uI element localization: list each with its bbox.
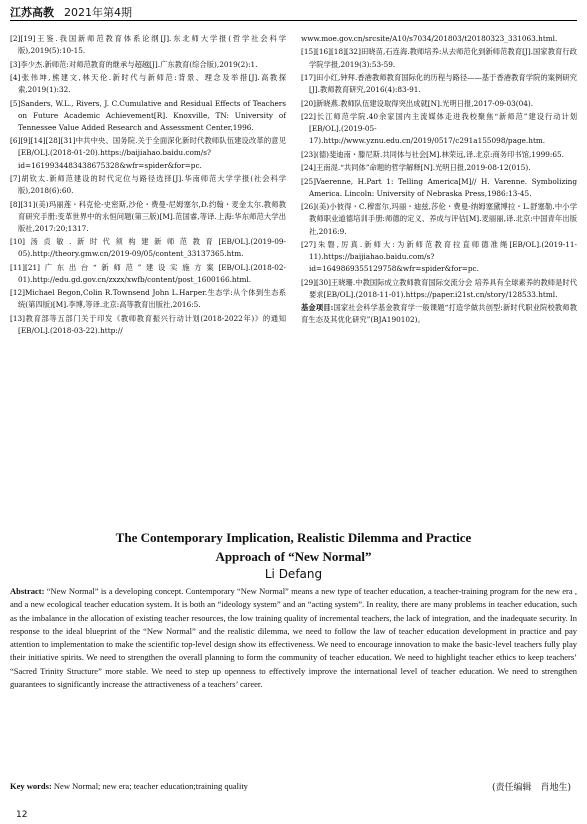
reference-item: [7]胡钦太.新师范建设的时代定位与路径选择[J].华南师范大学学报(社会科学版),2018(6):60.	[10, 173, 286, 196]
journal-name: 江苏高教	[10, 6, 54, 19]
reference-item: [25]Vaerenne, H.Part 1: Telling America[M]// H. Varenne. Symbolizing America. Lincoln: University of Nebraska Press,1986:13-45.	[301, 176, 577, 198]
reference-column-left	[10, 33, 286, 339]
page-number: 12	[16, 810, 28, 820]
reference-item: [6][9][14][28][31]中共中央、国务院.关于全面深化新时代教师队伍建设改革的意见[EB/OL].(2018-01-20).https://baijiahao.baidu.com/s? id=1619934483438675328&wfr=spider&for=pc.	[10, 136, 286, 170]
funding-note	[301, 302, 577, 326]
reference-item: [12]Michael Begon,Colin R.Townsend John L.Harper.生态学:从个体到生态系统(第四版)[M].李博,等译.北京:高等教育出版社,2016:5.	[10, 288, 286, 310]
reference-item: [15][16][18][32]田晓苗,石连海.教师培养:从去师范化到新师范教育[J].国家教育行政学院学报,2019(3):53-59.	[301, 47, 577, 69]
reference-item: [27]朱磐,厉真.新师大:为新师范教育拉直师德准绳[EB/OL].(2019-11-11).https://baijiahao.baidu.com/s? id=1649869355129758&wfr=spider&for=pc.	[301, 240, 577, 274]
reference-column-right	[301, 33, 577, 326]
reference-item: [23](德)斐迪南・滕尼斯.共同体与社会[M].林荣远,译.北京:商务印书馆,1999:65.	[301, 149, 564, 159]
funding-label: 基金项目:	[301, 303, 334, 313]
abstract-label: Abstract:	[10, 586, 45, 596]
reference-item: [22]长江师范学院.40余家国内主流媒体走进我校聚焦“新师范”建设行动计划[EB/OL].(2019-05-17).http://www.yznu.edu.cn/2019/0517/c291a155098/page.htm.	[301, 112, 577, 146]
reference-item: [4]张伟坤,熊建文,林天伦.新时代与新师范:背景、理念及举措[J].高教探索,2019(1):32.	[10, 73, 286, 95]
reference-item: [8][31](美)玛丽莲・科克伦-史密斯,沙伦・费曼-尼姆塞尔,D.约翰・麦金太尔.教师教育研究手册:变革世界中的永恒问题(第三版)[M].范国睿,等译.上海:华东师范大学出版社,2017:20;1317.	[10, 199, 286, 233]
reference-item: [3]李少杰.新师范:对师范教育的继承与超越[J].广东教育(综合版),2019(2):1.	[10, 59, 258, 69]
reference-item: [5]Sanders, W.L., Rivers, J. C.Cumulative and Residual Effects of Teachers on Future Academic Achievement[R]. Knoxville, TN: University of Tennessee Value Added Research and Assessment Center,1996.	[10, 98, 286, 132]
reference-item: [20]新晓燕.教师队伍建设取得突出成就[N].光明日报,2017-09-03(04).	[301, 98, 534, 108]
editor-note: (责任编辑 肖地生)	[491, 783, 571, 793]
header-rule	[10, 20, 577, 21]
author-name: Li Defang	[264, 567, 323, 581]
abstract-text: “New Normal” is a developing concept. Contemporary “New Normal” means a new type of teacher education, a teacher-training program for the new era , and a new ecological teacher education system. It is both an “ideology system” and an “acting system”. In reality, there are many problems in teacher education, such as the imbalance in the allocation of existing teacher resources, the low training quality of incremental teachers, the lack of integration, and the inadequate security. In response to the ideal blueprint of the “New Normal” and the realistic dilemma, we need to follow the law of teacher education development in practice and pay attention to implementation to make the scientific top-level design show its effectiveness. We need to encourage innovation to make the basic-level teachers fully play their initiative spirits. We need to strengthen the overall planning to form the community of teacher education. We need to highlight teacher ethics to keep teachers’ “Sacred Trinity Structure” more stable. We need to step up openness to effectively improve the international level of teacher education. We need to strengthen guarantees to significantly increase the attractiveness of a teachers’ career.	[10, 586, 577, 690]
reference-item: [17]田小红,钟拜.香港教师教育国际化的历程与路径——基于香港教育学院的案例研究[J].教师教育研究,2016(4):83-91.	[301, 73, 577, 95]
reference-item: [11][21]广东出台“新师范”建设实施方案[EB/OL].(2018-02-01).http://edu.gd.gov.cn/zxzx/xwfb/content/post_1600166.html.	[10, 262, 286, 284]
reference-item: [26](美)小彼得・C.穆雷尔,玛丽・迪兹,莎伦・费曼-纳姆塞黛博拉・L.舒塞勒.中小学教师职业道德培训手册:师德的定义、养成与评估[M].麦丽丽,译.北京:中国青年出版社,2016:9.	[301, 202, 577, 236]
abstract-block	[10, 585, 577, 691]
reference-item: [10]汤贞敏.新时代须构建新师范教育[EB/OL].(2019-09-05).http://theory.gmw.cn/2019-09/05/content_33137365.htm.	[10, 237, 286, 259]
running-header	[10, 4, 132, 20]
reference-continuation: www.moe.gov.cn/srcsite/A10/s7034/201803/t20180323_331063.html.	[301, 34, 558, 43]
reference-item: [2][19]王鉴.我国新师范教育体系论纲[J].东北师大学报(哲学社会科学版),2019(5):10-15.	[10, 34, 286, 56]
english-title-line2: Approach of “New Normal”	[215, 549, 372, 564]
reference-item: [24]王南湜.“共同体”命题的哲学解释[N].光明日报,2019-08-12(015).	[301, 163, 531, 173]
reference-item: [29][30]王晓珊.中教国际成立教师教育国际交流分会 培养具有全球素养的教师是时代要求[EB/OL].(2018-11-01).https://paper.i21st.cn/story/128533.html.	[301, 277, 577, 299]
issue-label: 2021年第4期	[64, 6, 132, 19]
funding-text: 国家社会科学基金教育学一般课题“打造学做共创型:新时代职业院校教师教育生态及其优化研究”(BJA190102)。	[301, 303, 578, 325]
english-title-line1: The Contemporary Implication, Realistic Dilemma and Practice	[115, 530, 472, 545]
reference-item: [13]教育部等五部门关于印发《教师教育振兴行动计划(2018-2022年)》的通知[EB/OL].(2018-03-22).http://	[10, 313, 286, 336]
keywords-text: New Normal; new era; teacher education;training quality	[53, 781, 248, 791]
keywords-label: Key words:	[10, 781, 52, 791]
